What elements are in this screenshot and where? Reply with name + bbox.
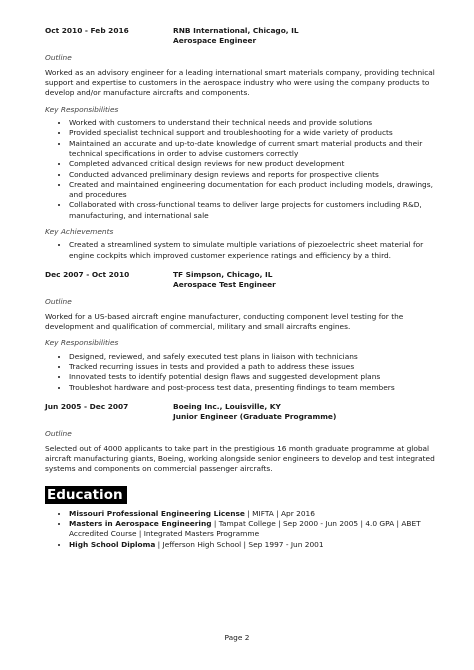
job-title: Aerospace Engineer	[173, 36, 257, 46]
education-name: Masters in Aerospace Engineering	[69, 518, 212, 528]
education-item	[69, 519, 435, 540]
list-item: • Innovated tests to identify potential design flaws and suggested development plans	[69, 372, 435, 382]
job-header	[45, 402, 435, 423]
job-header	[45, 26, 435, 47]
education-name: High School Diploma	[69, 539, 156, 549]
education-item	[69, 540, 435, 550]
responsibilities-label: Key Responsibilities	[45, 104, 119, 114]
list-item: • Designed, reviewed, and safely executed test plans in liaison with technicians	[69, 352, 435, 362]
achievements-label: Key Achievements	[45, 227, 114, 237]
page-number: Page 2	[224, 633, 250, 642]
list-item: • Completed advanced critical design reviews for new product development	[69, 159, 435, 169]
job-outline: Worked as an advisory engineer for a leading international smart materials company, providing technical support and expertise to customers in the aerospace industry who were using the company products to develop and/or manufacture aircrafts and components.	[45, 67, 435, 98]
education-item	[69, 509, 435, 519]
achievements-list	[45, 240, 435, 261]
outline-label: Outline	[45, 52, 72, 62]
education-heading: Education	[45, 486, 127, 504]
job-outline: Selected out of 4000 applicants to take part in the prestigious 16 month graduate programme at global aircraft manufacturing giants, Boeing, working alongside senior engineers to develop and test integrated systems and components on commercial passenger aircrafts.	[45, 443, 435, 474]
job-company: TF Simpson, Chicago, IL	[173, 269, 273, 279]
job-title: Aerospace Test Engineer	[173, 280, 276, 290]
job-entry	[45, 402, 435, 475]
list-item: • Conducted advanced preliminary design reviews and reports for prospective clients	[69, 170, 435, 180]
job-company: Boeing Inc., Louisville, KY	[173, 401, 281, 411]
list-item: • Collaborated with cross-functional teams to deliver large projects for customers including R&D, manufacturing, and international sale	[69, 200, 435, 221]
list-item: • Maintained an accurate and up-to-date knowledge of current smart material products and their technical specifications in order to advise customers correctly	[69, 139, 435, 160]
job-entry	[45, 270, 435, 393]
education-section	[45, 484, 435, 550]
education-name: Missouri Professional Engineering License	[69, 508, 245, 518]
job-title: Junior Engineer (Graduate Programme)	[173, 412, 337, 422]
job-header	[45, 270, 435, 291]
resume-page-content	[45, 26, 435, 550]
list-item: • Troubleshot hardware and post-process test data, presenting findings to team members	[69, 383, 435, 393]
education-detail: | Tampat College | Sep 2000 - Jun 2005 | 4.0 GPA | ABET Accredited Course | Integrated Masters Programme	[69, 518, 421, 539]
responsibilities-list	[45, 352, 435, 393]
outline-label: Outline	[45, 428, 72, 438]
list-item: • Created a streamlined system to simulate multiple variations of piezoelectric sheet material for engine cockpits which improved customer experience ratings and efficiency by a third.	[69, 240, 435, 261]
list-item: • Created and maintained engineering documentation for each product including models, drawings, and procedures	[69, 180, 435, 201]
list-item: • Worked with customers to understand their technical needs and provide solutions	[69, 118, 435, 128]
responsibilities-label: Key Responsibilities	[45, 338, 119, 348]
job-dates: Dec 2007 - Oct 2010	[45, 269, 130, 279]
education-detail: | Jefferson High School | Sep 1997 - Jun 2001	[155, 539, 324, 549]
education-detail: | MIFTA | Apr 2016	[244, 508, 315, 518]
job-dates: Jun 2005 - Dec 2007	[45, 401, 129, 411]
education-list	[45, 509, 435, 550]
outline-label: Outline	[45, 296, 72, 306]
job-outline: Worked for a US-based aircraft engine manufacturer, conducting component level testing for the development and qualification of commercial, military and small aircrafts engines.	[45, 311, 404, 332]
job-entry	[45, 26, 435, 261]
list-item: • Tracked recurring issues in tests and provided a path to address these issues	[69, 362, 435, 372]
list-item: • Provided specialist technical support and troubleshooting for a wide variety of products	[69, 128, 435, 138]
job-company: RNB International, Chicago, IL	[173, 26, 299, 35]
responsibilities-list	[45, 118, 435, 221]
job-dates: Oct 2010 - Feb 2016	[45, 26, 129, 35]
